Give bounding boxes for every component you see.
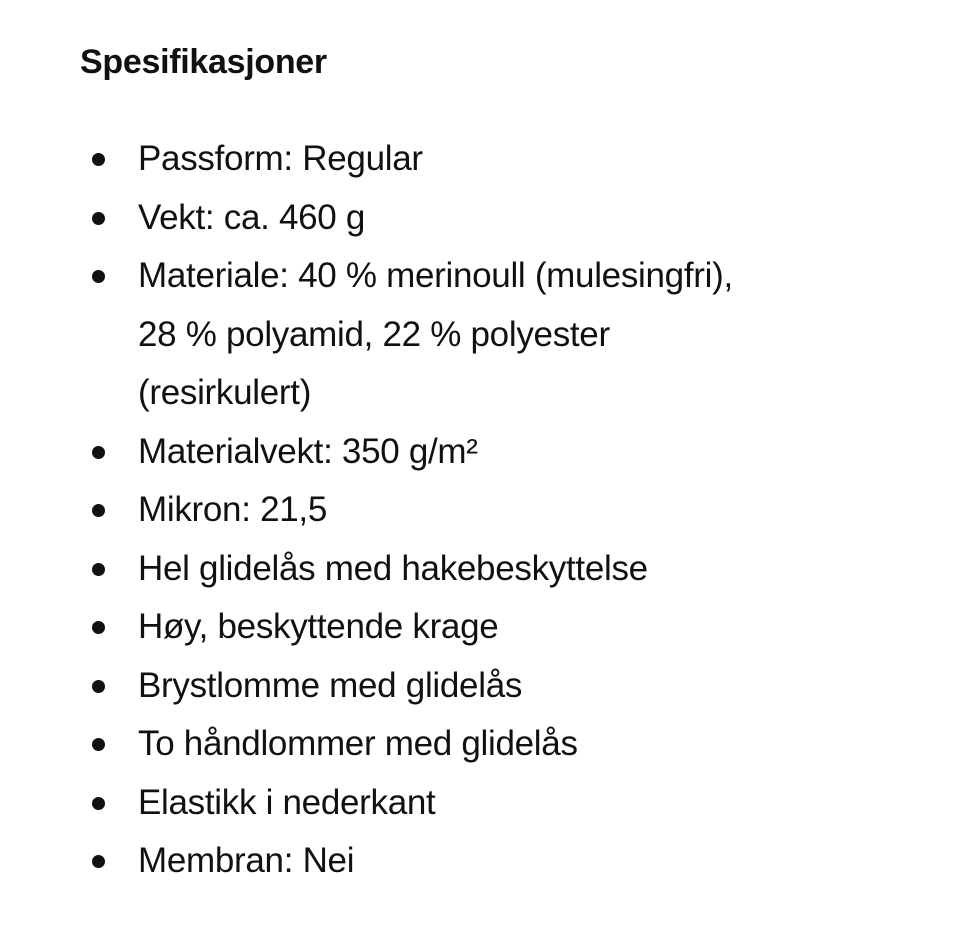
spec-text: Hel glidelås med hakebeskyttelse: [138, 548, 648, 588]
spec-item-membrane: [80, 832, 920, 891]
specifications-heading: Spesifikasjoner: [80, 43, 327, 81]
bullet-icon: [92, 446, 105, 459]
spec-item-chest-pocket: [80, 657, 920, 716]
spec-text-line-3: (resirkulert): [138, 373, 312, 412]
spec-text: Mikron: 21,5: [138, 490, 327, 529]
spec-item-full-zip: [80, 540, 920, 599]
specifications-section: [80, 34, 920, 891]
spec-text: Elastikk i nederkant: [138, 782, 436, 822]
specifications-list: [80, 130, 920, 891]
spec-text: Passform: Regular: [138, 139, 423, 178]
bullet-icon: [92, 212, 105, 225]
bullet-icon: [92, 153, 105, 166]
bullet-icon: [92, 797, 105, 810]
spec-text: Materialvekt: 350 g/m²: [138, 431, 478, 471]
spec-item-fit: [80, 130, 920, 189]
spec-item-hand-pockets: [80, 715, 920, 774]
spec-item-material: [80, 247, 920, 423]
bullet-icon: [92, 504, 105, 517]
bullet-icon: [92, 738, 105, 751]
spec-text: Brystlomme med glidelås: [138, 665, 523, 705]
spec-item-collar: [80, 598, 920, 657]
bullet-icon: [92, 563, 105, 576]
spec-text-line-1: Materiale: 40 % merinoull (mulesingfri),: [138, 256, 733, 295]
spec-text: Membran: Nei: [138, 841, 355, 880]
spec-item-micron: [80, 481, 920, 540]
spec-item-weight: [80, 189, 920, 248]
spec-text: Vekt: ca. 460 g: [138, 197, 366, 237]
spec-text: To håndlommer med glidelås: [138, 724, 578, 763]
spec-item-fabric-weight: [80, 423, 920, 482]
bullet-icon: [92, 680, 105, 693]
bullet-icon: [92, 621, 105, 634]
spec-item-hem: [80, 774, 920, 833]
bullet-icon: [92, 855, 105, 868]
bullet-icon: [92, 270, 105, 283]
spec-text-line-2: 28 % polyamid, 22 % polyester: [138, 314, 610, 354]
spec-text: Høy, beskyttende krage: [138, 607, 499, 646]
